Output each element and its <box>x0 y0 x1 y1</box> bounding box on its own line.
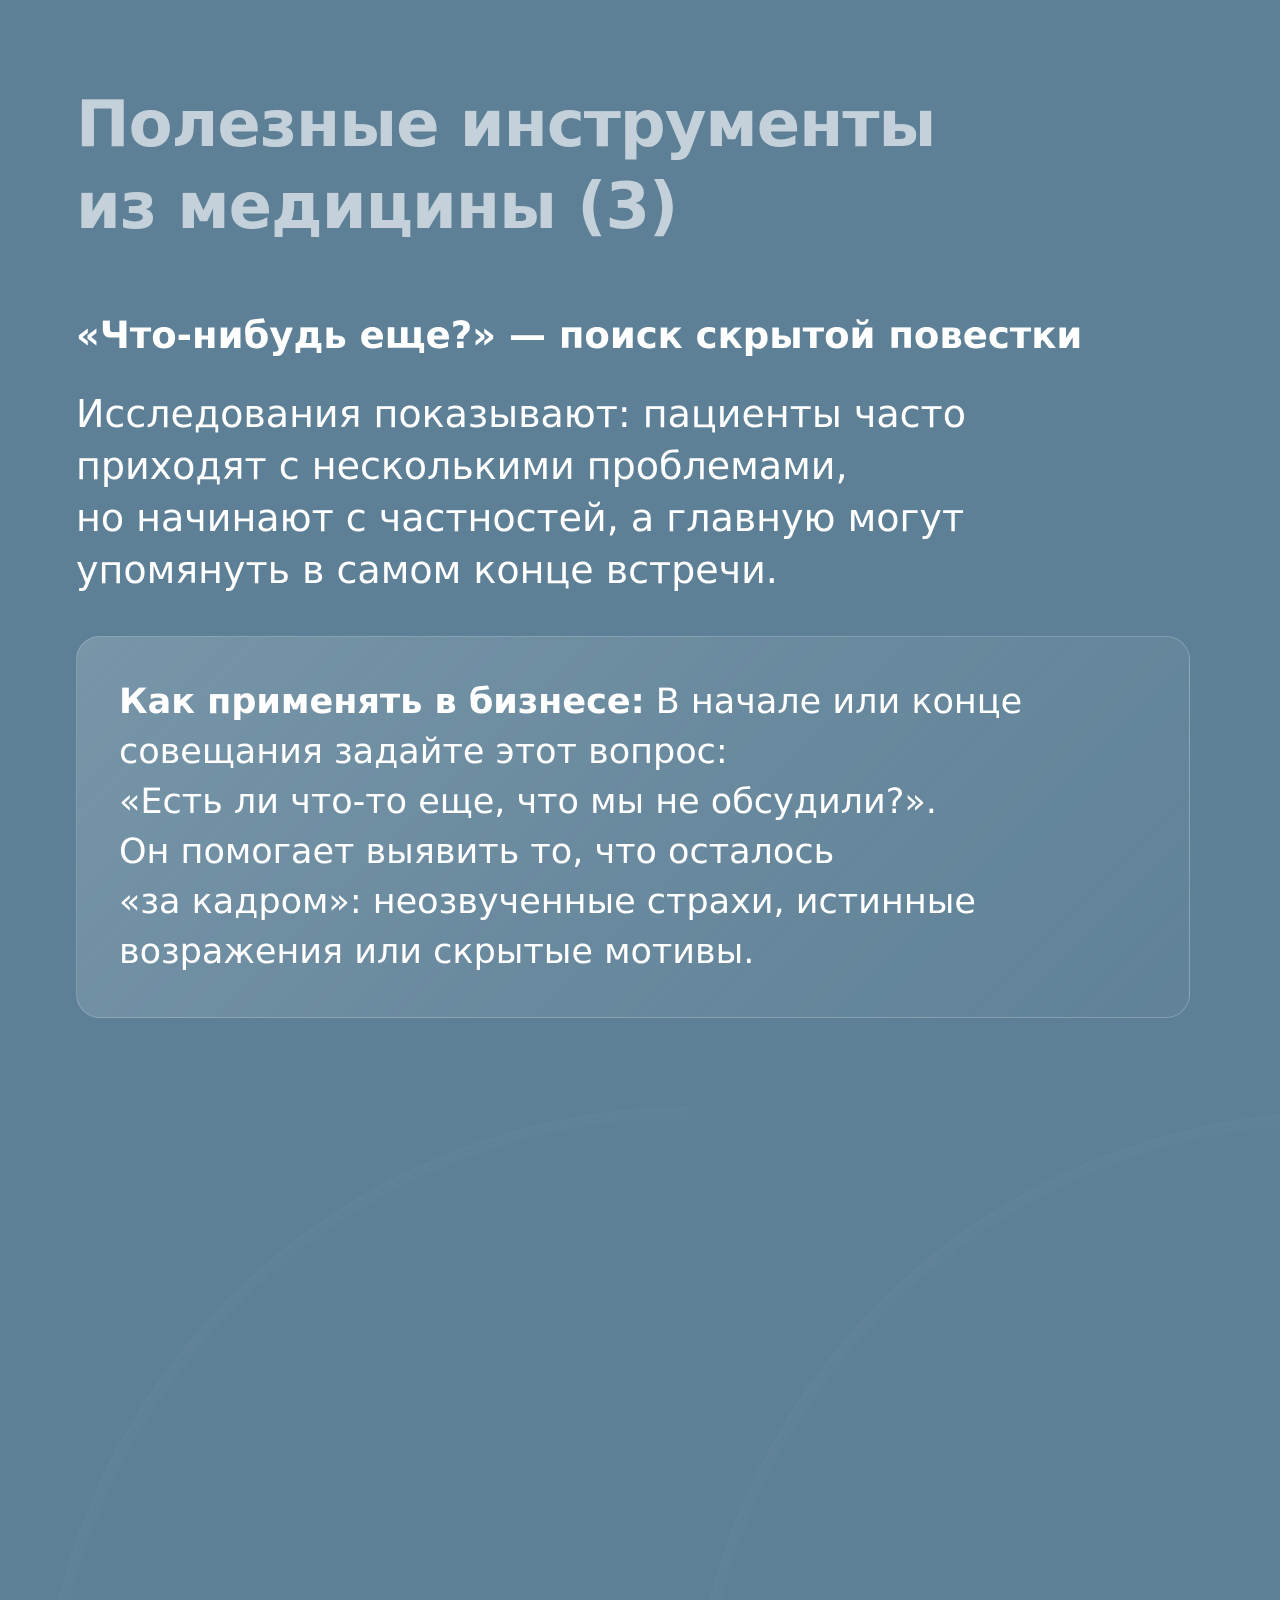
business-tip-line-6: возражения или скрытые мотивы. <box>119 932 755 972</box>
business-tip-line-5: «за кадром»: неозвученные страхи, истинные <box>119 882 976 922</box>
business-tip-label: Как применять в бизнесе: <box>119 682 645 722</box>
business-tip-line-3: «Есть ли что-то еще, что мы не обсудили?». <box>119 782 937 822</box>
right-quarter-circle-shape <box>689 1112 1280 1600</box>
left-quarter-circle-shape <box>39 1107 689 1600</box>
section-body-line-4: упомянуть в самом конце встречи. <box>76 548 778 592</box>
page-title <box>76 84 1196 248</box>
page-title-line-2: из медицины (3) <box>76 170 678 244</box>
business-tip-card <box>76 636 1190 1018</box>
business-tip-first-line-rest: В начале или конце <box>644 682 1023 722</box>
business-tip-line-4: Он помогает выявить то, что осталось <box>119 832 835 872</box>
section-heading: «Что-нибудь еще?» — поиск скрытой повестки <box>76 314 1083 357</box>
business-tip-line-2: совещания задайте этот вопрос: <box>119 732 728 772</box>
section-body-line-1: Исследования показывают: пациенты часто <box>76 392 966 436</box>
business-tip-first-line <box>119 677 1159 727</box>
section-body-text <box>76 388 1196 596</box>
section-body-line-2: приходят с несколькими проблемами, <box>76 444 848 488</box>
decorative-quarter-circles <box>0 1090 1280 1600</box>
section-body-line-3: но начинают с частностей, а главную могут <box>76 496 965 540</box>
business-tip-text <box>119 677 1159 977</box>
page-title-line-1: Полезные инструменты <box>76 88 936 162</box>
